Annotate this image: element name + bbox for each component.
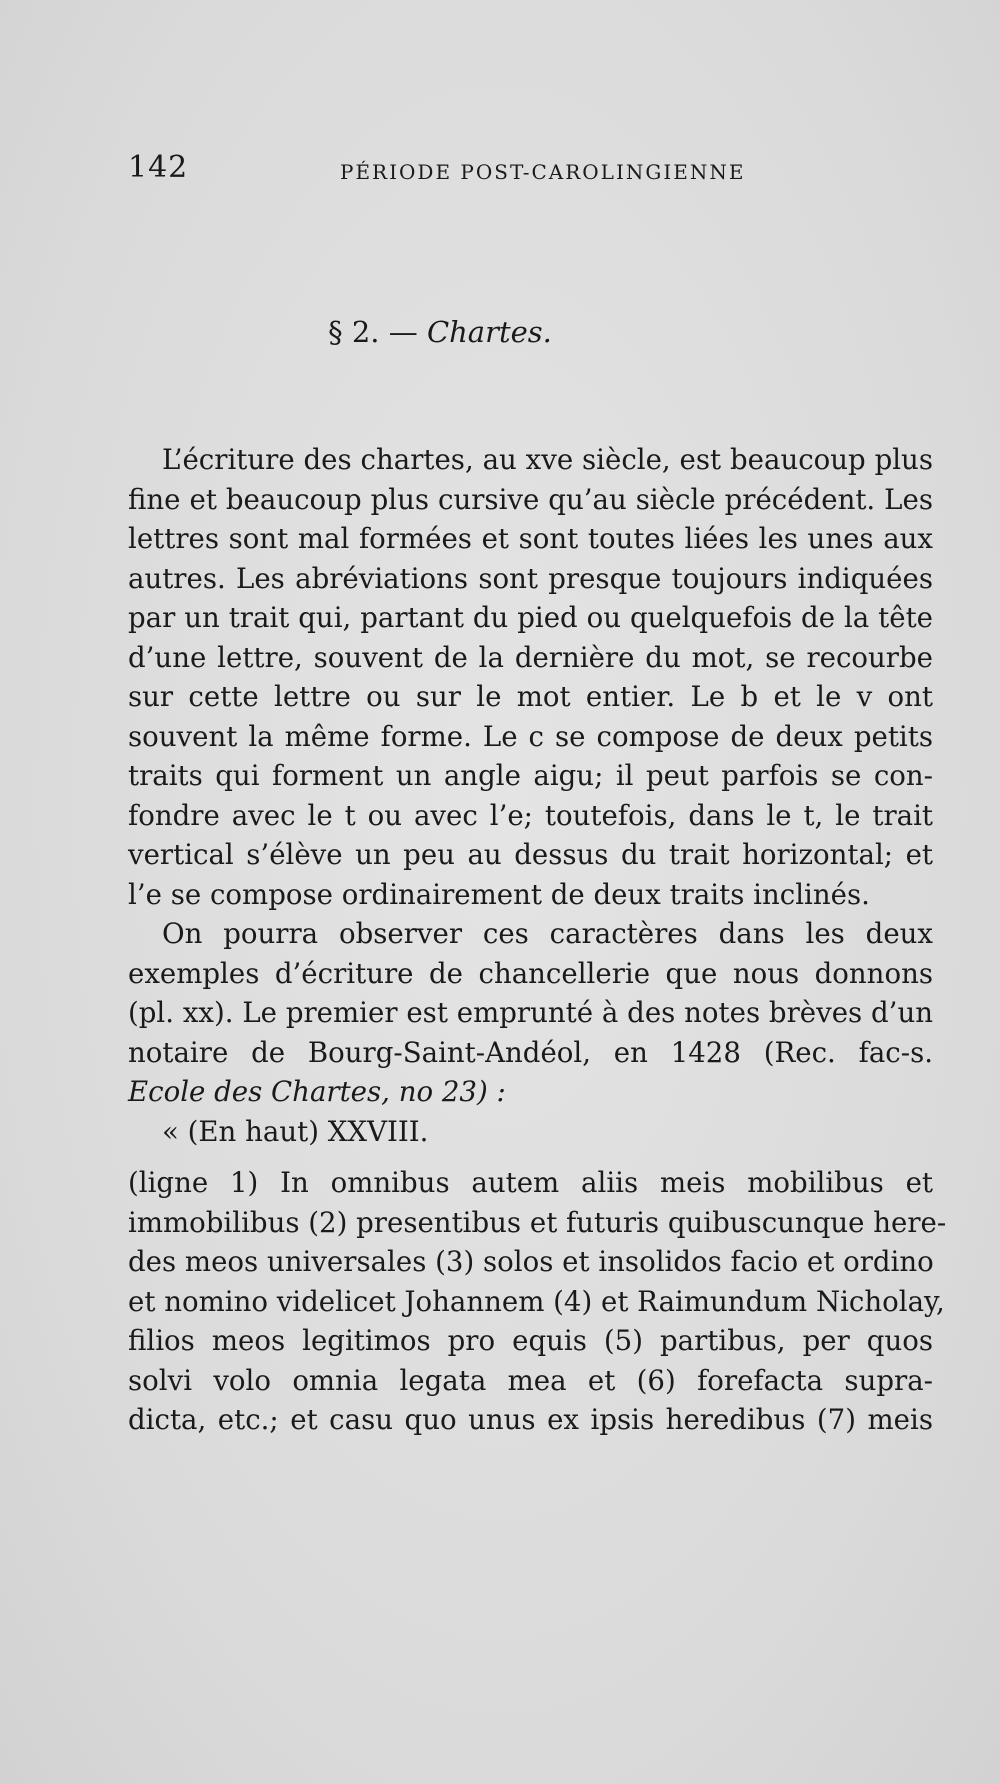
text-line: (ligne 1) In omnibus autem aliis meis mobilibus et (128, 1166, 933, 1199)
page-number: 142 (128, 150, 189, 185)
text-line: dicta, etc.; et casu quo unus ex ipsis heredibus (7) meis (128, 1403, 933, 1436)
text-line: exemples d’écriture de chancellerie que nous donnons (128, 956, 933, 990)
text-line: par un trait qui, partant du pied ou quelquefois de la tête (128, 601, 933, 634)
body-text (128, 440, 947, 1440)
text-line: lettres sont mal formées et sont toutes liées les unes aux (128, 522, 933, 555)
section-heading (0, 315, 880, 349)
running-head: PÉRIODE POST-CAROLINGIENNE (340, 160, 746, 184)
text-line: d’une lettre, souvent de la dernière du mot, se recourbe (128, 640, 933, 674)
text-line: souvent la même forme. Le c se compose de deux petits (128, 719, 933, 753)
section-title: Chartes. (426, 315, 552, 349)
text-line: vertical s’élève un peu au dessus du trait horizontal; et (128, 838, 933, 871)
text-line: « (En haut) XXVIII. (162, 1114, 429, 1148)
text-line: l’e se compose ordinairement de deux traits inclinés. (128, 877, 870, 911)
text-line: sur cette lettre ou sur le mot entier. Le b et le v ont (128, 680, 933, 713)
section-number: § 2. — (328, 315, 418, 349)
text-line: filios meos legitimos pro equis (5) partibus, per quos (128, 1324, 933, 1357)
text-line: autres. Les abréviations sont presque toujours indiquées (128, 561, 933, 595)
text-line: (pl. xx). Le premier est emprunté à des notes brèves d’un (128, 996, 933, 1029)
text-line: traits qui forment un angle aigu; il peut parfois se con- (128, 759, 933, 792)
text-line: des meos universales (3) solos et insolidos facio et ordino (128, 1245, 934, 1278)
text-line: On pourra observer ces caractères dans les deux (162, 917, 933, 950)
text-line: L’écriture des chartes, au xve siècle, est beaucoup plus (162, 443, 933, 476)
text-line: fine et beaucoup plus cursive qu’au siècle précédent. Les (128, 482, 933, 516)
page-header (128, 150, 928, 190)
text-line: Ecole des Chartes, no 23) : (128, 1075, 506, 1108)
text-line: fondre avec le t ou avec l’e; toutefois, dans le t, le trait (128, 798, 933, 832)
text-line: solvi volo omnia legata mea et (6) forefacta supra- (128, 1363, 933, 1397)
text-line: notaire de Bourg-Saint-Andéol, en 1428 (Rec. fac-s. (128, 1035, 933, 1069)
text-line: immobilibus (2) presentibus et futuris quibuscunque here- (128, 1205, 947, 1239)
text-line: et nomino videlicet Johannem (4) et Raimundum Nicholay, (128, 1284, 945, 1318)
